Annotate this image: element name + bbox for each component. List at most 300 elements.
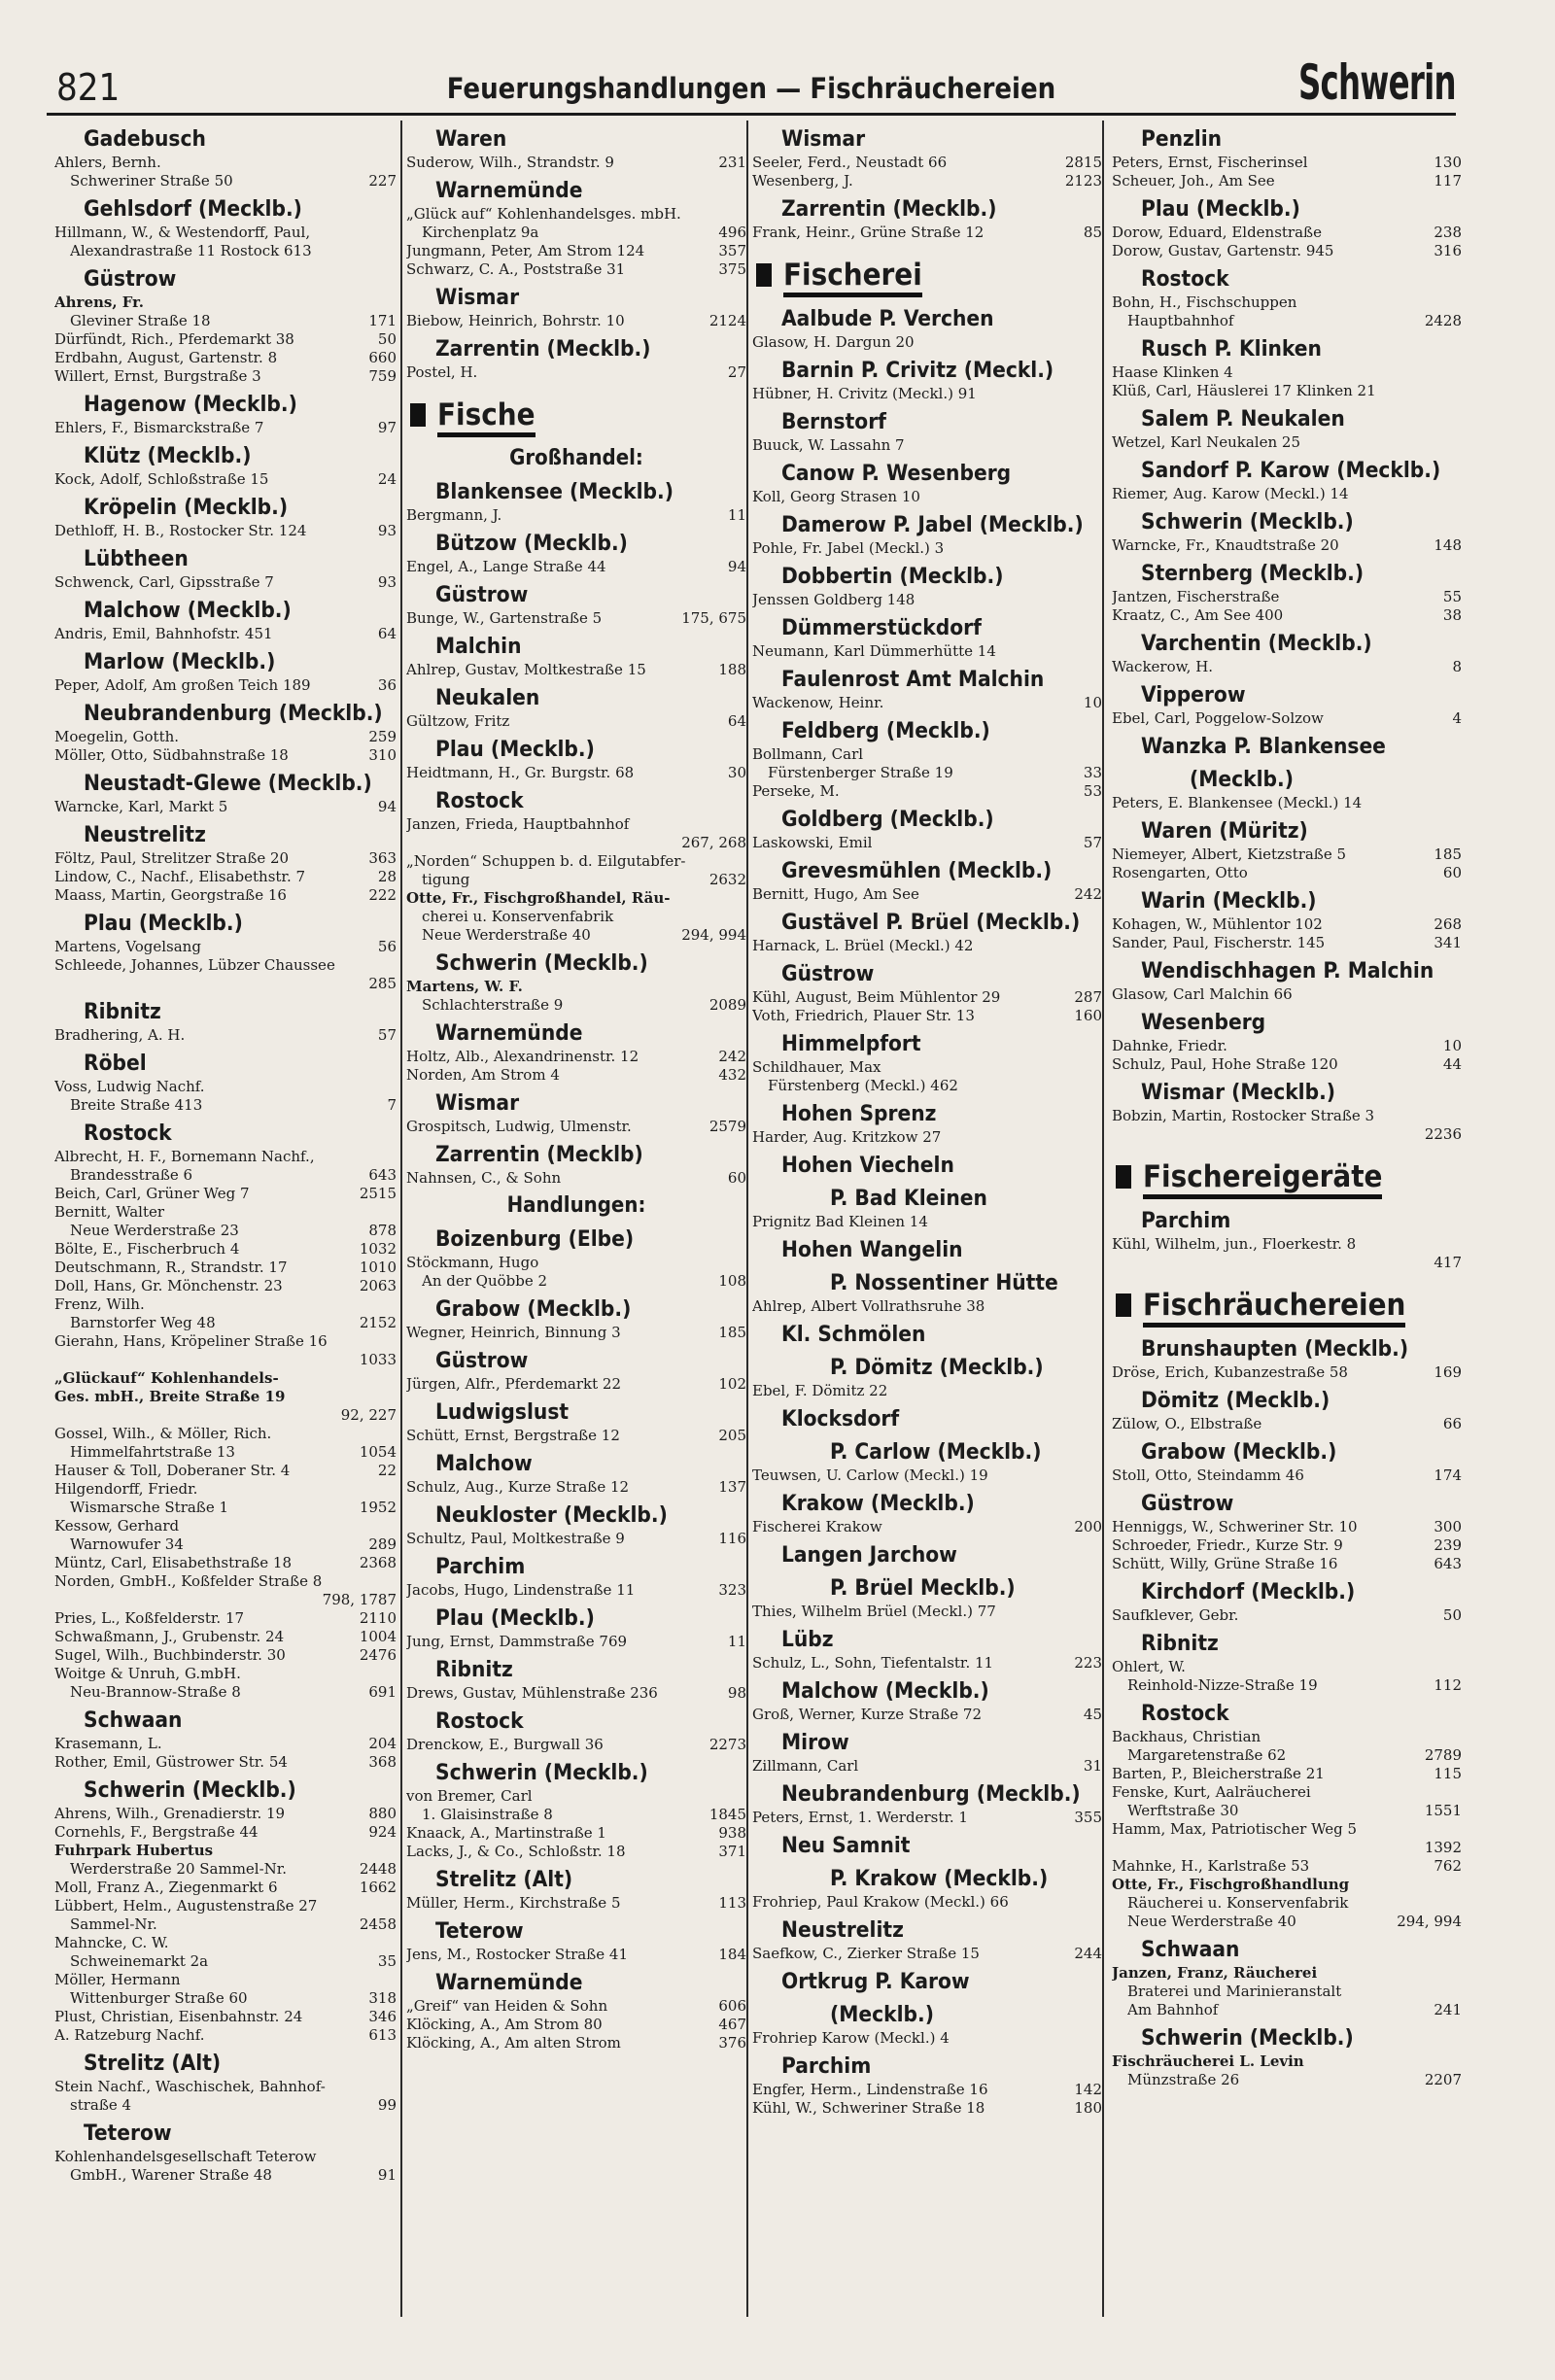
- entry-row: [54, 1148, 397, 1166]
- entry-name: Hauptbahnhof: [1127, 312, 1234, 329]
- entry-row: [406, 1581, 746, 1600]
- phone-number: 113: [718, 1894, 746, 1912]
- entry-name: Cornehls, F., Bergstraße 44: [54, 1823, 259, 1841]
- entry-row: [752, 436, 1102, 455]
- phone-number: 2110: [359, 1609, 397, 1627]
- entry-name: Janzen, Franz, Räucherei: [1112, 1964, 1318, 1982]
- place-heading: Güstrow: [435, 1348, 529, 1373]
- entry-row: [1112, 1518, 1462, 1536]
- phone-number: 222: [368, 886, 397, 904]
- entry-name: Seeler, Ferd., Neustadt 66: [752, 154, 948, 171]
- entry-row: [406, 2034, 746, 2052]
- phone-number: 924: [368, 1823, 397, 1841]
- entry-row: [406, 1272, 746, 1291]
- place-heading: Gehlsdorf (Mecklb.): [84, 196, 302, 222]
- entry-name: Janzen, Frieda, Hauptbahnhof: [406, 815, 630, 833]
- phone-number: 1004: [359, 1628, 397, 1645]
- entry-row: [406, 764, 746, 782]
- entry-row: [1112, 1466, 1462, 1485]
- phone-number: 289: [368, 1535, 397, 1553]
- entry-row: [54, 1535, 397, 1554]
- entry-row: [406, 506, 746, 525]
- entry-name: [54, 975, 363, 993]
- place-heading: Mirow: [781, 1730, 849, 1755]
- entry-row: [54, 886, 397, 905]
- phone-number: 417: [1434, 1254, 1462, 1271]
- entry-name: Mahnke, H., Karlstraße 53: [1112, 1857, 1310, 1875]
- phone-number: 8: [1452, 658, 1462, 675]
- phone-number: 116: [718, 1530, 746, 1547]
- entry-row: [1112, 1658, 1462, 1676]
- entry-row: [752, 488, 1102, 506]
- entry-name: Doll, Hans, Gr. Mönchenstr. 23: [54, 1277, 283, 1294]
- entry-name: Wetzel, Karl Neukalen 25: [1112, 433, 1300, 451]
- phone-number: 1845: [708, 1806, 746, 1823]
- place-heading: Damerow P. Jabel (Mecklb.): [781, 512, 1084, 537]
- entry-name: Nahnsen, C., & Sohn: [406, 1169, 562, 1187]
- place-heading: Neukloster (Mecklb.): [435, 1502, 668, 1528]
- entry-name: [54, 1351, 354, 1369]
- phone-number: 94: [727, 558, 746, 575]
- entry-name: Gleviner Straße 18: [70, 312, 211, 329]
- place-heading: Rostock: [1141, 1701, 1229, 1726]
- entry-row: [54, 312, 397, 330]
- entry-name: Neu-Brannow-Straße 8: [70, 1683, 241, 1701]
- entry-name: Dorow, Gustav, Gartenstr. 945: [1112, 242, 1334, 259]
- entry-name: Sammel-Nr.: [70, 1915, 157, 1933]
- entry-row: [406, 1787, 746, 1806]
- entry-name: [1112, 1254, 1428, 1272]
- entry-name: Jungmann, Peter, Am Strom 124: [406, 242, 645, 259]
- entry-name: Schultz, Paul, Moltkestraße 9: [406, 1530, 625, 1547]
- phone-number: 259: [368, 728, 397, 745]
- entry-name: Ahlers, Bernh.: [54, 154, 161, 171]
- place-heading: Zarrentin (Mecklb.): [781, 196, 997, 222]
- entry-row: [54, 1823, 397, 1842]
- phone-number: 2273: [708, 1736, 746, 1753]
- phone-number: 188: [718, 661, 746, 678]
- place-heading: P. Bad Kleinen: [830, 1186, 987, 1211]
- place-heading: Canow P. Wesenberg: [781, 461, 1012, 486]
- entry-row: [1112, 1820, 1462, 1839]
- entry-row: [406, 908, 746, 926]
- entry-row: [54, 1860, 397, 1879]
- phone-number: 1662: [359, 1879, 397, 1896]
- entry-row: [54, 172, 397, 190]
- entry-name: Moegelin, Gotth.: [54, 728, 180, 745]
- phone-number: 613: [368, 2026, 397, 2044]
- entry-row: [54, 1499, 397, 1517]
- entry-row: [752, 764, 1102, 782]
- place-heading: Schwerin (Mecklb.): [1141, 509, 1354, 535]
- phone-number: 64: [377, 625, 397, 642]
- entry-name: Hillmann, W., & Westendorff, Paul,: [54, 224, 311, 241]
- place-heading: Röbel: [84, 1051, 147, 1076]
- entry-row: [406, 1633, 746, 1651]
- entry-row: [1112, 588, 1462, 606]
- place-heading: Parchim: [1141, 1208, 1231, 1233]
- entry-row: [54, 242, 397, 260]
- entry-name: Werftstraße 30: [1127, 1802, 1239, 1819]
- place-heading: Teterow: [435, 1918, 524, 1944]
- entry-row: [54, 1185, 397, 1203]
- entry-name: Kessow, Gerhard: [54, 1517, 180, 1535]
- entry-name: Harder, Aug. Kritzkow 27: [752, 1128, 942, 1146]
- entry-row: [1112, 606, 1462, 625]
- entry-name: Perseke, M.: [752, 782, 840, 800]
- entry-name: Am Bahnhof: [1127, 2001, 1219, 2018]
- place-heading: Rostock: [435, 1708, 524, 1734]
- phone-number: 2458: [359, 1915, 397, 1933]
- column-4: [1102, 121, 1462, 2317]
- entry-name: Fürstenberg (Meckl.) 462: [768, 1077, 958, 1094]
- entry-name: „Glück auf“ Kohlenhandelsges. mbH.: [406, 205, 681, 223]
- entry-row: [1112, 2071, 1462, 2089]
- entry-name: [1112, 1125, 1419, 1144]
- place-heading: Feldberg (Mecklb.): [781, 718, 990, 743]
- entry-row: [1112, 382, 1462, 400]
- entry-name: Jantzen, Fischerstraße: [1112, 588, 1280, 605]
- entry-name: Postel, H.: [406, 363, 478, 381]
- entry-name: Suderow, Wilh., Strandstr. 9: [406, 154, 614, 171]
- phone-number: 108: [718, 1272, 746, 1290]
- entry-name: Peters, Ernst, Fischerinsel: [1112, 154, 1308, 171]
- place-heading: Strelitz (Alt): [84, 2051, 222, 2076]
- phone-number: 432: [718, 1066, 746, 1084]
- phone-number: 7: [387, 1096, 397, 1114]
- place-heading: Kl. Schmölen: [781, 1322, 926, 1347]
- entry-name: Ebel, Carl, Poggelow-Solzow: [1112, 709, 1324, 727]
- entry-row: [54, 573, 397, 592]
- phone-number: 300: [1434, 1518, 1462, 1535]
- entry-row: [752, 1077, 1102, 1095]
- place-heading: Bützow (Mecklb.): [435, 531, 628, 556]
- entry-name: Schroeder, Friedr., Kurze Str. 9: [1112, 1536, 1343, 1554]
- phone-number: 239: [1434, 1536, 1462, 1554]
- entry-name: Peters, Ernst, 1. Werderstr. 1: [752, 1809, 968, 1826]
- phone-number: 56: [377, 938, 397, 955]
- phone-number: 643: [1434, 1555, 1462, 1572]
- entry-row: [1112, 1037, 1462, 1055]
- entry-name: Henniggs, W., Schweriner Str. 10: [1112, 1518, 1358, 1535]
- square-bullet-icon: [756, 263, 772, 287]
- entry-row: [1112, 1235, 1462, 1254]
- place-heading: Parchim: [435, 1554, 526, 1579]
- phone-number: 643: [368, 1166, 397, 1184]
- entry-name: Pries, L., Koßfelderstr. 17: [54, 1609, 245, 1627]
- entry-name: Dröse, Erich, Kubanzestraße 58: [1112, 1363, 1348, 1381]
- entry-name: Lacks, J., & Co., Schloßstr. 18: [406, 1843, 626, 1860]
- entry-row: [752, 2081, 1102, 2099]
- entry-name: Saefkow, C., Zierker Straße 15: [752, 1945, 980, 1962]
- phone-number: 2476: [359, 1646, 397, 1664]
- category-heading-text: Fischerei: [783, 258, 922, 297]
- place-heading: Goldberg (Mecklb.): [781, 807, 994, 832]
- phone-number: 2123: [1064, 172, 1102, 190]
- entry-name: Gossel, Wilh., & Möller, Rich.: [54, 1425, 272, 1442]
- phone-number: 91: [377, 2166, 397, 2184]
- entry-row: [54, 1462, 397, 1480]
- entry-row: [752, 1757, 1102, 1776]
- entry-row: [54, 728, 397, 746]
- phone-number: 1392: [1424, 1839, 1462, 1856]
- phone-number: 200: [1074, 1518, 1102, 1535]
- phone-number: 371: [718, 1843, 746, 1860]
- column-3: [746, 121, 1102, 2317]
- entry-row: [752, 1007, 1102, 1025]
- place-heading: Schwerin (Mecklb.): [1141, 2025, 1354, 2051]
- phone-number: 242: [718, 1048, 746, 1065]
- phone-number: 496: [718, 224, 746, 241]
- place-heading: Neustrelitz: [84, 822, 206, 847]
- entry-name: Gierahn, Hans, Kröpeliner Straße 16: [54, 1332, 328, 1350]
- place-heading: P. Dömitz (Mecklb.): [830, 1355, 1044, 1380]
- phone-number: 93: [377, 522, 397, 539]
- place-heading: Rostock: [84, 1121, 172, 1146]
- entry-row: [752, 885, 1102, 904]
- phone-number: 287: [1074, 988, 1102, 1006]
- entry-row: [54, 975, 397, 993]
- entry-row: [752, 937, 1102, 955]
- entry-row: [54, 1222, 397, 1240]
- entry-row: [752, 2099, 1102, 2118]
- entry-row: [752, 1893, 1102, 1912]
- entry-row: [752, 642, 1102, 661]
- entry-name: Klüß, Carl, Häuslerei 17 Klinken 21: [1112, 382, 1376, 399]
- entry-row: [54, 2008, 397, 2026]
- entry-row: [54, 1406, 397, 1425]
- entry-name: Lübbert, Helm., Augustenstraße 27: [54, 1897, 318, 1914]
- entry-row: [752, 591, 1102, 609]
- entry-row: [54, 419, 397, 437]
- entry-row: [1112, 1254, 1462, 1272]
- entry-name: [54, 1406, 335, 1425]
- entry-row: [1112, 985, 1462, 1004]
- entry-name: Stöckmann, Hugo: [406, 1254, 539, 1271]
- entry-name: Knaack, A., Martinstraße 1: [406, 1824, 606, 1842]
- place-heading: Dömitz (Mecklb.): [1141, 1388, 1330, 1413]
- entry-row: [752, 539, 1102, 558]
- phone-number: 24: [377, 470, 397, 488]
- phone-number: 2428: [1424, 312, 1462, 329]
- entry-name: Ahlrep, Albert Vollrathsruhe 38: [752, 1297, 985, 1315]
- place-heading: Waren: [435, 126, 507, 152]
- phone-number: 2368: [359, 1554, 397, 1571]
- entry-row: [1112, 172, 1462, 190]
- entry-name: Kohagen, W., Mühlentor 102: [1112, 915, 1323, 933]
- entry-name: Sugel, Wilh., Buchbinderstr. 30: [54, 1646, 286, 1664]
- place-heading: P. Carlow (Mecklb.): [830, 1439, 1042, 1465]
- entry-name: Frank, Heinr., Grüne Straße 12: [752, 224, 985, 241]
- entry-row: [54, 1735, 397, 1753]
- phone-number: 137: [718, 1478, 746, 1496]
- place-heading: Himmelpfort: [781, 1031, 921, 1056]
- entry-row: [1112, 154, 1462, 172]
- entry-row: [54, 746, 397, 765]
- entry-row: [406, 154, 746, 172]
- phone-number: 185: [718, 1324, 746, 1341]
- entry-row: [752, 1213, 1102, 1231]
- entry-name: Dethloff, H. B., Rostocker Str. 124: [54, 522, 307, 539]
- entry-name: Möller, Otto, Südbahnstraße 18: [54, 746, 289, 764]
- entry-row: [54, 868, 397, 886]
- entry-name: Neue Werderstraße 23: [70, 1222, 239, 1239]
- entry-row: [1112, 1783, 1462, 1802]
- entry-row: [54, 1425, 397, 1443]
- place-heading: Ortkrug P. Karow: [781, 1969, 970, 1994]
- entry-name: Backhaus, Christian: [1112, 1728, 1261, 1745]
- phone-number: 33: [1083, 764, 1102, 781]
- entry-name: [406, 834, 675, 852]
- entry-name: Dahnke, Friedr.: [1112, 1037, 1227, 1054]
- entry-row: [406, 852, 746, 871]
- entry-row: [752, 834, 1102, 852]
- entry-name: Margaretenstraße 62: [1127, 1746, 1287, 1764]
- place-heading: P. Brüel Mecklb.): [830, 1575, 1016, 1601]
- place-heading: Wanzka P. Blankensee: [1141, 734, 1386, 759]
- entry-name: Groß, Werner, Kurze Straße 72: [752, 1706, 983, 1723]
- entry-row: [54, 938, 397, 956]
- entry-row: [1112, 1857, 1462, 1876]
- entry-row: [752, 1518, 1102, 1536]
- entry-name: Deutschmann, R., Strandstr. 17: [54, 1259, 288, 1276]
- place-heading: Parchim: [781, 2053, 872, 2079]
- phone-number: 55: [1442, 588, 1462, 605]
- phone-number: 691: [368, 1683, 397, 1701]
- phone-number: 242: [1074, 885, 1102, 903]
- phone-number: 60: [1442, 864, 1462, 881]
- entry-name: Riemer, Aug. Karow (Meckl.) 14: [1112, 485, 1349, 502]
- entry-name: Drews, Gustav, Mühlenstraße 236: [406, 1684, 658, 1702]
- entry-name: Barten, P., Bleicherstraße 21: [1112, 1765, 1325, 1782]
- place-heading: Plau (Mecklb.): [84, 911, 243, 936]
- entry-name: Schweriner Straße 50: [70, 172, 233, 190]
- entry-name: Stoll, Otto, Steindamm 46: [1112, 1466, 1304, 1484]
- phone-number: 2448: [359, 1860, 397, 1878]
- entry-name: Wesenberg, J.: [752, 172, 853, 190]
- entry-row: [54, 1665, 397, 1683]
- entry-name: Saufklever, Gebr.: [1112, 1606, 1239, 1624]
- phone-number: 2515: [359, 1185, 397, 1202]
- entry-name: Schulz, Aug., Kurze Straße 12: [406, 1478, 630, 1496]
- entry-name: Bohn, H., Fischschuppen: [1112, 293, 1297, 311]
- entry-row: [752, 694, 1102, 712]
- subsection-heading: Handlungen:: [506, 1193, 646, 1218]
- entry-row: [752, 1382, 1102, 1400]
- phone-number: 285: [368, 975, 397, 992]
- place-heading: Güstrow: [1141, 1491, 1234, 1516]
- entry-row: [54, 1554, 397, 1572]
- phone-number: 762: [1434, 1857, 1462, 1875]
- entry-name: Werderstraße 20 Sammel-Nr.: [70, 1860, 288, 1878]
- phone-number: 938: [718, 1824, 746, 1842]
- entry-row: [406, 815, 746, 834]
- phone-number: 50: [377, 330, 397, 348]
- entry-row: [54, 625, 397, 643]
- entry-row: [406, 205, 746, 224]
- entry-row: [54, 798, 397, 816]
- phone-number: 363: [368, 849, 397, 867]
- place-heading: Wismar: [435, 285, 520, 310]
- phone-number: 117: [1434, 172, 1462, 190]
- entry-name: Kirchenplatz 9a: [422, 224, 539, 241]
- entry-row: [1112, 312, 1462, 330]
- phone-number: 175, 675: [681, 609, 746, 627]
- phone-number: 38: [1442, 606, 1462, 624]
- phone-number: 798, 1787: [322, 1591, 397, 1608]
- entry-name: Haase Klinken 4: [1112, 363, 1233, 381]
- entry-row: [54, 154, 397, 172]
- entry-name: Ehlers, F., Bismarckstraße 7: [54, 419, 264, 436]
- entry-name: Engel, A., Lange Straße 44: [406, 558, 606, 575]
- entry-row: [54, 1934, 397, 1952]
- entry-row: [1112, 915, 1462, 934]
- entry-row: [54, 2026, 397, 2045]
- entry-name: Frohriep, Paul Krakow (Meckl.) 66: [752, 1893, 1009, 1911]
- phone-number: 31: [1083, 1757, 1102, 1775]
- column-1: [54, 121, 397, 2317]
- entry-row: [406, 978, 746, 996]
- place-heading: Schwerin (Mecklb.): [435, 1760, 648, 1785]
- entry-row: [54, 1332, 397, 1351]
- entry-name: Braterei und Marinieranstalt: [1127, 1983, 1342, 2000]
- phone-number: 11: [727, 506, 746, 524]
- entry-name: Kraatz, C., Am See 400: [1112, 606, 1284, 624]
- place-heading: Lübz: [781, 1627, 834, 1652]
- place-heading: Gustävel P. Brüel (Mecklb.): [781, 910, 1081, 935]
- subsection-heading: Großhandel:: [509, 446, 643, 470]
- place-heading: Sandorf P. Karow (Mecklb.): [1141, 458, 1441, 483]
- phone-number: 376: [718, 2034, 746, 2052]
- entry-row: [54, 676, 397, 695]
- entry-row: [1112, 1983, 1462, 2001]
- entry-name: Hilgendorff, Friedr.: [54, 1480, 198, 1498]
- phone-number: 50: [1442, 1606, 1462, 1624]
- running-head-city: Schwerin: [1298, 54, 1456, 111]
- entry-row: [54, 1753, 397, 1772]
- entry-row: [752, 1809, 1102, 1827]
- entry-name: Dorow, Eduard, Eldenstraße: [1112, 224, 1322, 241]
- phone-number: 231: [718, 154, 746, 171]
- phone-number: 11: [727, 1633, 746, 1650]
- entry-name: Schwarz, C. A., Poststraße 31: [406, 260, 626, 278]
- entry-row: [54, 2148, 397, 2166]
- entry-name: Schildhauer, Max: [752, 1058, 881, 1076]
- entry-name: Schlachterstraße 9: [422, 996, 564, 1014]
- category-heading: [406, 396, 746, 434]
- entry-row: [752, 385, 1102, 403]
- place-heading: Brunshaupten (Mecklb.): [1141, 1336, 1409, 1362]
- entry-row: [1112, 1555, 1462, 1573]
- entry-name: Peper, Adolf, Am großen Teich 189: [54, 676, 311, 694]
- phone-number: 10: [1442, 1037, 1462, 1054]
- entry-name: Fuhrpark Hubertus: [54, 1842, 214, 1859]
- place-heading: Neukalen: [435, 685, 540, 710]
- place-heading: Grabow (Mecklb.): [435, 1296, 632, 1322]
- phone-number: 64: [727, 712, 746, 730]
- place-heading: Rusch P. Klinken: [1141, 336, 1322, 362]
- entry-name: Engfer, Herm., Lindenstraße 16: [752, 2081, 988, 2098]
- place-heading: Krakow (Mecklb.): [781, 1491, 975, 1516]
- entry-name: Voth, Friedrich, Plauer Str. 13: [752, 1007, 975, 1024]
- place-heading: Penzlin: [1141, 126, 1223, 152]
- entry-name: Brandesstraße 6: [70, 1166, 193, 1184]
- entry-row: [406, 1946, 746, 1964]
- place-heading: (Mecklb.): [1190, 767, 1294, 792]
- entry-name: Reinhold-Nizze-Straße 19: [1127, 1676, 1318, 1694]
- entry-row: [406, 712, 746, 731]
- entry-name: Ges. mbH., Breite Straße 19: [54, 1388, 286, 1405]
